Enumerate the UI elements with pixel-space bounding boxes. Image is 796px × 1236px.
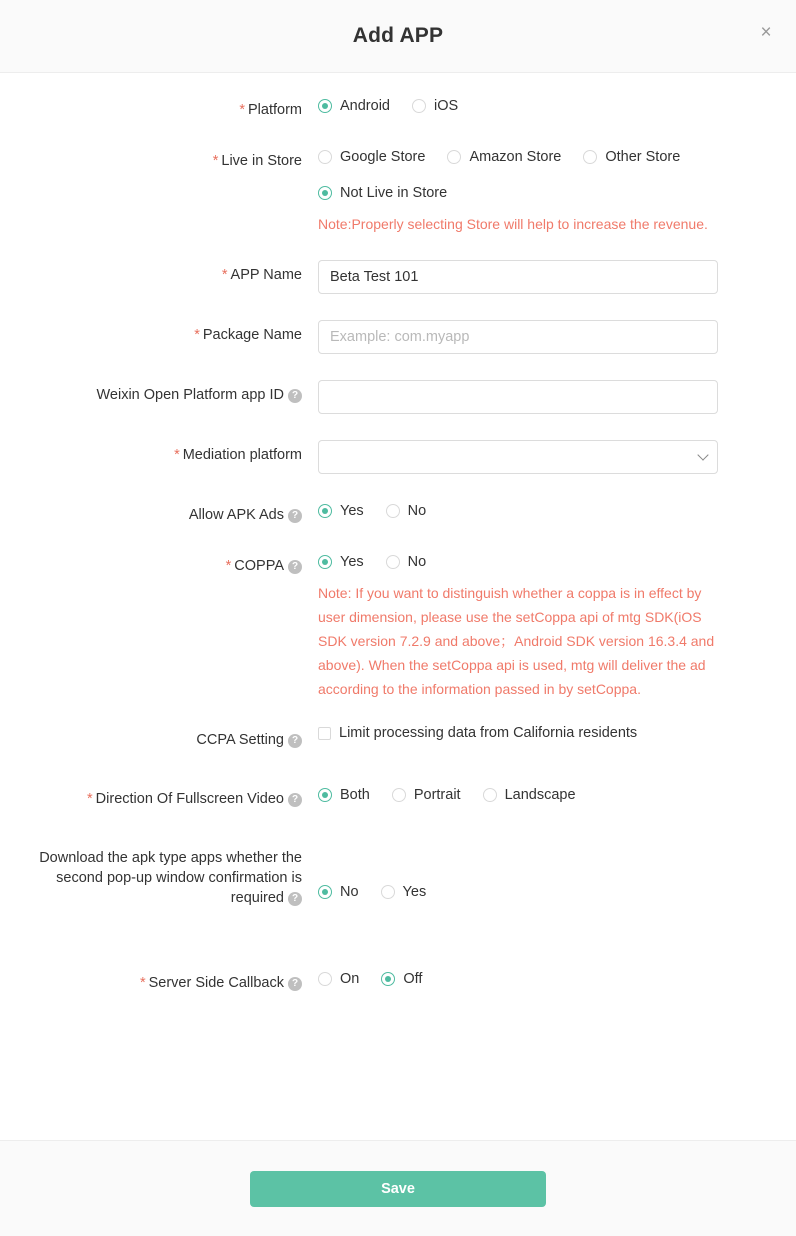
help-icon[interactable]: ? xyxy=(288,734,302,748)
radio-dot-icon xyxy=(483,788,497,802)
close-icon[interactable]: × xyxy=(760,22,772,43)
label-direction-fullscreen-video: * Direction Of Fullscreen Video ? xyxy=(0,784,318,809)
label-mediation-platform: * Mediation platform xyxy=(174,447,302,463)
radio-dot-icon xyxy=(381,885,395,899)
radio-group-platform xyxy=(318,95,796,117)
field-weixin-app-id xyxy=(0,380,796,414)
radio-dot-icon xyxy=(381,972,395,986)
radio-apk-second-popup-yes[interactable] xyxy=(381,881,427,903)
radio-server-side-callback-on[interactable] xyxy=(318,968,359,990)
radio-dot-icon xyxy=(318,788,332,802)
label-package-name: * Package Name xyxy=(194,327,302,343)
radio-label: Off xyxy=(403,971,423,987)
radio-coppa-no[interactable] xyxy=(386,551,427,573)
radio-label: Other Store xyxy=(605,149,681,165)
radio-group-allow-apk-ads xyxy=(318,500,796,522)
radio-group-not-live xyxy=(318,182,796,204)
radio-direction-portrait[interactable] xyxy=(392,784,461,806)
radio-label: Both xyxy=(340,787,370,803)
package-name-input[interactable] xyxy=(318,320,718,354)
modal-header xyxy=(0,0,796,73)
required-marker: * xyxy=(139,975,146,991)
field-server-side-callback xyxy=(0,968,796,993)
modal-body xyxy=(0,73,796,1140)
radio-dot-icon xyxy=(386,504,400,518)
radio-label: Landscape xyxy=(504,787,576,803)
radio-label: Amazon Store xyxy=(469,149,562,165)
field-app-name xyxy=(0,260,796,294)
radio-label: Yes xyxy=(340,554,364,570)
radio-group-server-side-callback xyxy=(318,968,796,990)
field-coppa xyxy=(0,551,796,701)
required-marker: * xyxy=(225,558,232,574)
label-allow-apk-ads: Allow APK Ads ? xyxy=(0,500,318,525)
required-marker: * xyxy=(239,102,245,118)
help-icon[interactable]: ? xyxy=(288,389,302,403)
field-package-name xyxy=(0,320,796,354)
radio-dot-icon xyxy=(447,150,461,164)
radio-label: Portrait xyxy=(413,787,461,803)
radio-label: Android xyxy=(340,98,390,114)
radio-group-direction-fullscreen-video xyxy=(318,784,796,806)
radio-dot-icon xyxy=(318,885,332,899)
radio-label: On xyxy=(340,971,360,987)
radio-platform-ios[interactable] xyxy=(412,95,458,117)
radio-dot-icon xyxy=(318,99,332,113)
note-coppa: Note: If you want to distinguish whether a coppa is in effect by user dimension, please use the setCoppa api of mtg SDK(iOS SDK version 7.2.9 and above；Android SDK version 16.3.4 and above). When the setCoppa api is used, mtg will deliver the ad according to the information passed in by setCoppa. xyxy=(318,585,715,697)
field-allow-apk-ads xyxy=(0,500,796,525)
radio-store-google[interactable] xyxy=(318,146,425,168)
radio-dot-icon xyxy=(318,186,332,200)
radio-label: Google Store xyxy=(340,149,426,165)
modal-footer xyxy=(0,1140,796,1236)
radio-label: iOS xyxy=(433,98,459,114)
checkbox-ccpa-limit-processing[interactable] xyxy=(318,725,637,741)
radio-store-amazon[interactable] xyxy=(447,146,561,168)
label-server-side-callback: * Server Side Callback ? xyxy=(0,968,318,993)
help-icon[interactable]: ? xyxy=(288,560,302,574)
required-marker: * xyxy=(174,447,180,463)
radio-server-side-callback-off[interactable] xyxy=(381,968,422,990)
label-ccpa-setting: CCPA Setting ? xyxy=(0,725,318,750)
mediation-platform-select[interactable] xyxy=(318,440,718,474)
radio-dot-icon xyxy=(318,150,332,164)
label-app-name: * APP Name xyxy=(221,267,302,283)
help-icon[interactable]: ? xyxy=(288,892,302,906)
radio-allow-apk-ads-no[interactable] xyxy=(386,500,427,522)
weixin-app-id-input[interactable] xyxy=(318,380,718,414)
radio-apk-second-popup-no[interactable] xyxy=(318,881,359,903)
radio-label: Yes xyxy=(340,503,364,519)
radio-group-apk-second-popup xyxy=(318,881,796,903)
save-button[interactable]: Save xyxy=(250,1171,546,1207)
radio-dot-icon xyxy=(392,788,406,802)
radio-coppa-yes[interactable] xyxy=(318,551,364,573)
page-title: Add APP xyxy=(352,24,444,47)
radio-direction-both[interactable] xyxy=(318,784,370,806)
radio-dot-icon xyxy=(318,555,332,569)
radio-store-other[interactable] xyxy=(583,146,680,168)
radio-label: Yes xyxy=(402,884,427,900)
radio-store-not-live[interactable] xyxy=(318,182,447,204)
radio-dot-icon xyxy=(318,504,332,518)
field-ccpa-setting xyxy=(0,725,796,750)
field-mediation-platform xyxy=(0,440,796,474)
radio-allow-apk-ads-yes[interactable] xyxy=(318,500,364,522)
radio-dot-icon xyxy=(386,555,400,569)
field-platform xyxy=(0,95,796,120)
radio-label: Not Live in Store xyxy=(340,185,448,201)
label-platform: * Platform xyxy=(239,102,302,118)
checkbox-icon xyxy=(318,727,331,740)
checkbox-label: Limit processing data from California residents xyxy=(339,725,638,741)
radio-group-live-in-store xyxy=(318,146,796,168)
label-coppa: * COPPA ? xyxy=(0,551,318,576)
note-live-in-store: Note:Properly selecting Store will help to increase the revenue. xyxy=(318,216,708,232)
required-marker: * xyxy=(212,153,219,169)
help-icon[interactable]: ? xyxy=(288,977,302,991)
field-live-in-store xyxy=(0,146,796,236)
required-marker: * xyxy=(194,327,200,343)
radio-dot-icon xyxy=(412,99,426,113)
help-icon[interactable]: ? xyxy=(288,509,302,523)
help-icon[interactable]: ? xyxy=(288,793,302,807)
field-apk-second-popup xyxy=(0,843,796,908)
radio-label: No xyxy=(407,554,427,570)
radio-platform-android[interactable] xyxy=(318,95,390,117)
field-direction-fullscreen-video xyxy=(0,784,796,809)
label-live-in-store: * Live in Store xyxy=(212,153,302,169)
radio-label: No xyxy=(340,884,359,900)
radio-dot-icon xyxy=(583,150,597,164)
radio-direction-landscape[interactable] xyxy=(483,784,576,806)
required-marker: * xyxy=(87,791,93,807)
radio-dot-icon xyxy=(318,972,332,986)
radio-label: No xyxy=(407,503,427,519)
label-weixin-app-id: Weixin Open Platform app ID ? xyxy=(0,380,318,405)
mediation-platform-value xyxy=(318,440,718,474)
radio-group-coppa xyxy=(318,551,796,573)
app-name-input[interactable] xyxy=(318,260,718,294)
required-marker: * xyxy=(221,267,228,283)
label-apk-second-popup: Download the apk type apps whether the second pop-up window confirmation is required ? xyxy=(39,850,302,906)
